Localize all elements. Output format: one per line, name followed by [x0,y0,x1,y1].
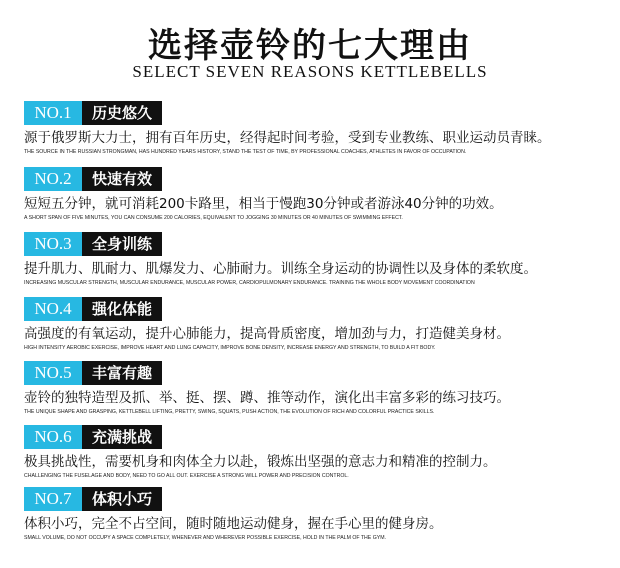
reason-item [24,425,614,485]
reason-text-en: THE UNIQUE SHAPE AND GRASPING, KETTLEBELL LIFTING, PRETTY, SWING, SQUATS, PUSH ACTION, THE EVOLUTION OF RICH AND COLORFUL PRACTICE SKILLS. [24,409,435,415]
reason-text-cn: 壶铃的独特造型及抓、举、挺、摆、蹲、推等动作，演化出丰富多彩的练习技巧。 [24,390,510,406]
reason-text-en: SMALL VOLUME, DO NOT OCCUPY A SPACE COMPLETELY, WHENEVER AND WHEREVER POSSIBLE EXERCISE, HOLD IN THE PALM OF THE GYM. [24,535,386,541]
reason-heading-badge: 全身训练 [82,232,162,256]
reason-text-en: A SHORT SPAN OF FIVE MINUTES, YOU CAN CONSUME 200 CALORIES, EQUIVALENT TO JOGGING 30 MINUTES OR 40 MINUTES OF SWIMMING EFFECT. [24,215,403,221]
reason-number-badge: NO.4 [24,297,82,321]
reason-item [24,101,614,161]
reason-number-badge: NO.2 [24,167,82,191]
reason-text-en: CHALLENGING THE FUSELAGE AND BODY, NEED TO GO ALL OUT. EXERCISE A STRONG WILL POWER AND PRECISION CONTROL. [24,473,349,479]
reason-heading-badge: 快速有效 [82,167,162,191]
reason-text-cn: 短短五分钟，就可消耗200卡路里，相当于慢跑30分钟或者游泳40分钟的功效。 [24,196,503,212]
reason-text-en: INCREASING MUSCULAR STRENGTH, MUSCULAR ENDURANCE, MUSCULAR POWER, CARDIOPULMONARY ENDURANCE. TRAINING THE WHOLE BODY MOVEMENT COORDINATION [24,280,475,286]
reason-item [24,297,614,357]
reason-heading-badge: 体积小巧 [82,487,162,511]
reason-item [24,232,614,292]
reason-number-badge: NO.1 [24,101,82,125]
reason-text-cn: 极具挑战性，需要机身和肉体全力以赴，锻炼出坚强的意志力和精准的控制力。 [24,454,497,470]
reason-text-en: THE SOURCE IN THE RUSSIAN STRONGMAN, HAS HUNDRED YEARS HISTORY, STAND THE TEST OF TIME, BY PROFESSIONAL COACHES, ATHLETES IN FAVOR OF OCCUPATION. [24,149,467,155]
reason-item [24,167,614,227]
reason-heading-badge: 丰富有趣 [82,361,162,385]
reason-number-badge: NO.5 [24,361,82,385]
reason-heading-badge: 历史悠久 [82,101,162,125]
reason-heading-badge: 充满挑战 [82,425,162,449]
page-title: 选择壶铃的七大理由 [148,26,472,66]
reason-number-badge: NO.3 [24,232,82,256]
reason-header [24,232,204,256]
page-subtitle: SELECT SEVEN REASONS KETTLEBELLS [132,62,488,81]
reason-text-cn: 提升肌力、肌耐力、肌爆发力、心肺耐力。训练全身运动的协调性以及身体的柔软度。 [24,261,537,277]
reason-text-cn: 源于俄罗斯大力士，拥有百年历史，经得起时间考验，受到专业教练、职业运动员青睐。 [24,130,551,146]
reason-header [24,101,204,125]
reason-text-cn: 高强度的有氧运动，提升心肺能力，提高骨质密度，增加劲与力，打造健美身材。 [24,326,510,342]
reason-header [24,487,204,511]
reason-text-cn: 体积小巧，完全不占空间，随时随地运动健身，握在手心里的健身房。 [24,516,443,532]
reason-number-badge: NO.6 [24,425,82,449]
reason-heading-badge: 强化体能 [82,297,162,321]
reason-item [24,487,614,547]
reason-number-badge: NO.7 [24,487,82,511]
reason-header [24,167,204,191]
reason-item [24,361,614,421]
reason-header [24,361,204,385]
reason-text-en: HIGH INTENSITY AEROBIC EXERCISE, IMPROVE HEART AND LUNG CAPACITY, IMPROVE BONE DENSITY, INCREASE ENERGY AND STRENGTH, TO BUILD A FIT BODY. [24,345,436,351]
reason-header [24,297,204,321]
reason-header [24,425,204,449]
